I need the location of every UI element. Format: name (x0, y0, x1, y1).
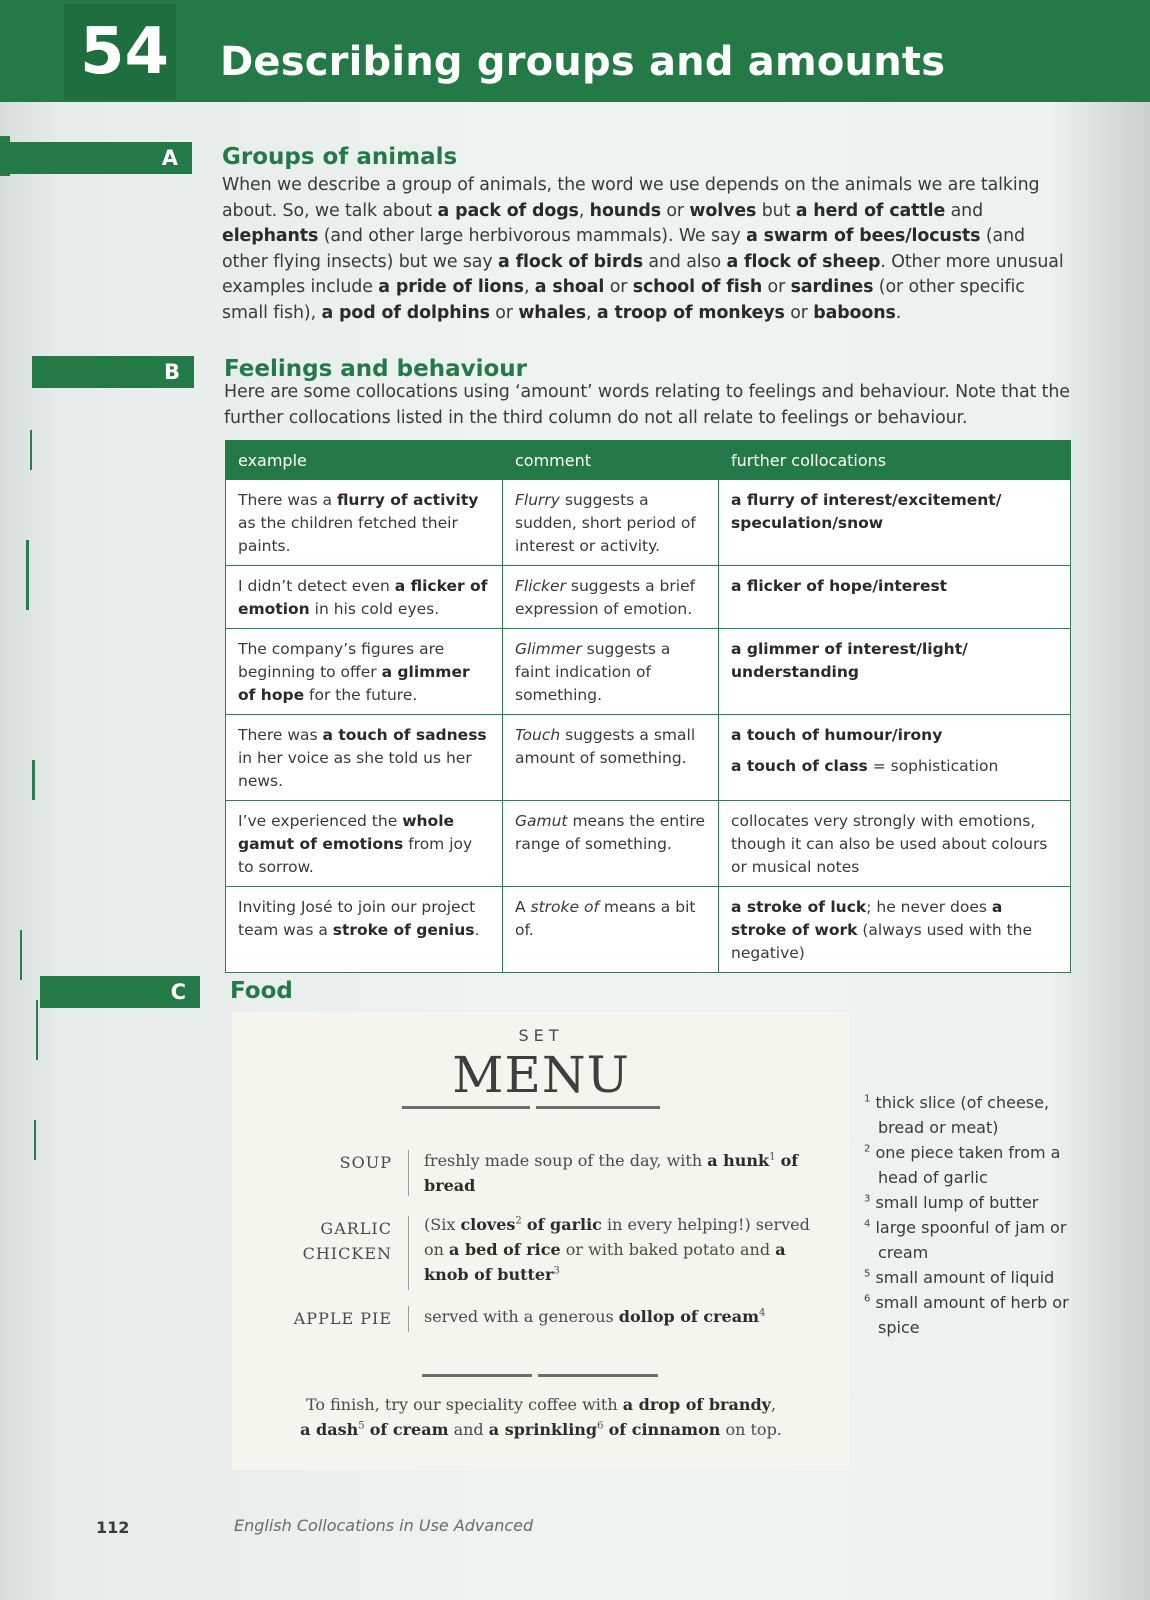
page-edge-mark (30, 430, 32, 470)
section-c-tab: C (40, 976, 200, 1008)
comment-cell: Glimmer suggests a faint indication of something. (503, 629, 719, 715)
footnote-item (864, 1290, 1074, 1340)
dish-name-apple-pie: APPLE PIE (293, 1309, 392, 1328)
footnote-item (864, 1190, 1074, 1215)
dish-separator (408, 1216, 409, 1290)
unit-number: 54 (80, 15, 170, 89)
footnote-number: 3 (864, 1193, 871, 1205)
footnote-text: small amount of liquid (875, 1268, 1055, 1287)
collocations-cell: a flurry of interest/excitement/ speculation/snow (719, 480, 1071, 566)
footnote-text: thick slice (of cheese, bread or meat) (875, 1093, 1050, 1137)
comment-cell: A stroke of means a bit of. (503, 887, 719, 973)
page-edge-mark (36, 1000, 38, 1060)
collocations-cell: a glimmer of interest/light/ understanding (719, 629, 1071, 715)
collocations-cell: collocates very strongly with emotions, though it can also be used about colours or musical notes (719, 801, 1071, 887)
comment-cell: Gamut means the entire range of something. (503, 801, 719, 887)
example-cell: Inviting José to join our project team was a stroke of genius. (226, 887, 503, 973)
footnote-number: 4 (864, 1218, 871, 1230)
column-header-example: example (226, 441, 503, 480)
table-row (226, 629, 1071, 715)
example-cell: There was a flurry of activity as the children fetched their paints. (226, 480, 503, 566)
dish-description-garlic-chicken: (Six cloves$^2$ of garlic in every helping!) served on a bed of rice or with baked potato and a knob of butter$^3$ (424, 1215, 810, 1284)
unit-title: Describing groups and amounts (220, 39, 946, 85)
footnote-number: 5 (864, 1268, 871, 1280)
menu-heading: MENU (452, 1046, 630, 1104)
section-b-tab: B (32, 356, 194, 388)
table-row (226, 801, 1071, 887)
comment-cell: Flicker suggests a brief expression of emotion. (503, 566, 719, 629)
book-title: English Collocations in Use Advanced (234, 1516, 534, 1535)
dish-description-soup: freshly made soup of the day, with a hunk$^1$ of bread (424, 1151, 799, 1195)
section-c-title: Food (230, 978, 293, 1004)
dish-name-soup: SOUP (339, 1153, 392, 1172)
page-edge-mark (32, 760, 35, 800)
footnote-item (864, 1215, 1074, 1265)
dish-description-apple-pie: served with a generous dollop of cream$^4$ (424, 1307, 766, 1326)
page-number: 112 (96, 1518, 130, 1537)
table-header-row (226, 441, 1071, 480)
page-edge-mark (26, 540, 29, 610)
menu-divider-top (402, 1106, 530, 1109)
collocations-cell: a flicker of hope/interest (719, 566, 1071, 629)
footnote-text: small amount of herb or spice (875, 1293, 1069, 1337)
dish-separator (408, 1150, 409, 1196)
collocations-table (225, 440, 1071, 973)
example-cell: I’ve experienced the whole gamut of emotions from joy to sorrow. (226, 801, 503, 887)
footnote-number: 6 (864, 1293, 871, 1305)
section-b-intro: Here are some collocations using ‘amount’ words relating to feelings and behaviour. Note that the further collocations listed in the third column do not all relate to feelings or behaviour. (224, 382, 1070, 428)
column-header-comment: comment (503, 441, 719, 480)
page-edge-mark (20, 930, 22, 980)
section-a-title: Groups of animals (222, 144, 458, 170)
table-row (226, 566, 1071, 629)
footnote-text: small lump of butter (875, 1193, 1039, 1212)
example-cell: I didn’t detect even a flicker of emotion in his cold eyes. (226, 566, 503, 629)
section-b-title: Feelings and behaviour (224, 356, 527, 382)
comment-cell: Flurry suggests a sudden, short period of interest or activity. (503, 480, 719, 566)
table-row (226, 480, 1071, 566)
footnote-number: 2 (864, 1143, 871, 1155)
footnote-text: one piece taken from a head of garlic (875, 1143, 1061, 1187)
footnote-text: large spoonful of jam or cream (875, 1218, 1067, 1262)
menu-divider-bottom (422, 1374, 532, 1377)
set-menu-card (232, 1012, 850, 1470)
page-edge-mark (34, 1120, 36, 1160)
footnote-item (864, 1140, 1074, 1190)
example-cell: There was a touch of sadness in her voice as she told us her news. (226, 715, 503, 801)
menu-divider-top (536, 1106, 660, 1109)
section-a-tab: A (0, 142, 192, 174)
collocations-cell: a touch of humour/irony a touch of class = sophistication (719, 715, 1071, 801)
menu-divider-bottom (538, 1374, 658, 1377)
dish-name-garlic-chicken: GARLIC CHICKEN (302, 1219, 392, 1263)
table-row (226, 887, 1071, 973)
example-cell: The company’s figures are beginning to offer a glimmer of hope for the future. (226, 629, 503, 715)
menu-set-label: SET (518, 1026, 564, 1045)
dish-separator (408, 1306, 409, 1332)
column-header-further-collocations: further collocations (719, 441, 1071, 480)
footnote-item (864, 1265, 1074, 1290)
menu-footer-note: To finish, try our speciality coffee with a drop of brandy, a dash$^5$ of cream and a sprinkling$^6$ of cinnamon on top. (300, 1395, 782, 1439)
collocations-cell: a stroke of luck; he never does a stroke of work (always used with the negative) (719, 887, 1071, 973)
footnotes-list (864, 1090, 1074, 1340)
comment-cell: Touch suggests a small amount of something. (503, 715, 719, 801)
section-a-paragraph: When we describe a group of animals, the word we use depends on the animals we are talking about. So, we talk about a pack of dogs, hounds or wolves but a herd of cattle and elephants (and other large herbivorous mammals). We say a swarm of bees/locusts (and other flying insects) but we say a flock of birds and also a flock of sheep. Other more unusual examples include a pride of lions, a shoal or school of fish or sardines (or other specific small fish), a pod of dolphins or whales, a troop of monkeys or baboons. (222, 175, 1064, 323)
table-row (226, 715, 1071, 801)
footnote-number: 1 (864, 1093, 871, 1105)
footnote-item (864, 1090, 1074, 1140)
